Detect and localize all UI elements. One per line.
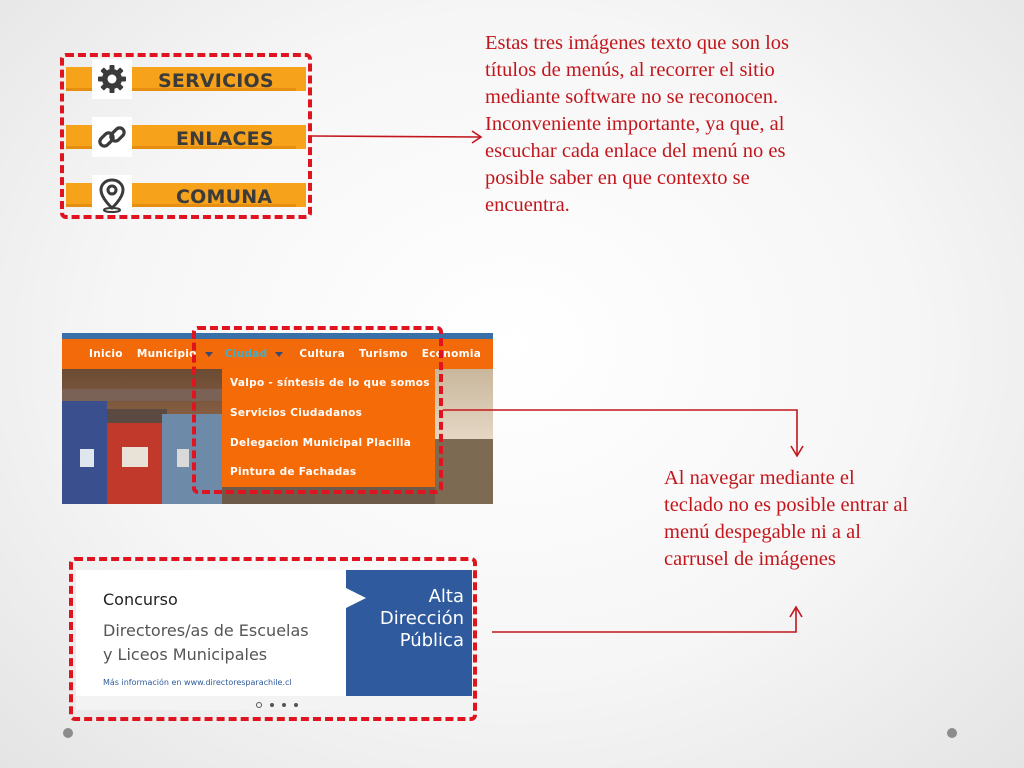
nav-item-cultura[interactable]: Cultura [299, 348, 346, 360]
dropdown-highlight [192, 326, 443, 494]
link-icon [92, 117, 132, 157]
banner-heading: Concurso [103, 590, 178, 609]
menu-image-servicios[interactable] [66, 59, 304, 99]
banner-right-2: Dirección [379, 608, 464, 629]
carousel-highlight [69, 557, 477, 721]
banner-line-1: Directores/as de Escuelas [103, 621, 309, 640]
banner-right-3: Pública [399, 630, 464, 651]
nav-item-ciudad[interactable]: Ciudad [224, 348, 268, 360]
menu-fold [296, 67, 306, 91]
dropdown-item[interactable]: Servicios Ciudadanos [230, 407, 363, 419]
dropdown-item[interactable]: Valpo - síntesis de lo que somos [230, 377, 430, 389]
location-pin-icon [92, 175, 132, 215]
slide-corner-dot [63, 728, 73, 738]
menu-fold [296, 125, 306, 149]
gear-icon [92, 59, 132, 99]
arrow-down-icon [441, 402, 807, 460]
menu-label-servicios: SERVICIOS [158, 70, 274, 92]
banner-line-2: y Liceos Municipales [103, 645, 268, 664]
slide-corner-dot [947, 728, 957, 738]
dropdown-item[interactable]: Delegacion Municipal Placilla [230, 437, 412, 449]
nav-item-inicio[interactable]: Inicio [89, 348, 123, 360]
annotation-menu-images: Estas tres imágenes texto que son los títulos de menús, al recorrer el sitio mediante software no se reconocen. Inconveniente importante, ya que, al escuchar cada enlace del menú no es posible saber en que contexto se encuentra. [485, 32, 790, 216]
dropdown-item[interactable]: Pintura de Fachadas [230, 466, 357, 478]
banner-right-1: Alta [428, 586, 464, 607]
menu-label-comuna: COMUNA [176, 186, 273, 208]
arrow-up-icon [490, 604, 806, 638]
menu-image-enlaces[interactable] [66, 117, 304, 157]
nav-item-economia[interactable]: Economia [421, 348, 482, 360]
arrow-right-icon [310, 128, 486, 146]
banner-info[interactable]: Más información en www.directoresparachile.cl [103, 678, 292, 687]
annotation-keyboard-navigation: Al navegar mediante el teclado no es posible entrar al menú despegable ni a al carrusel de imágenes [664, 467, 909, 570]
menu-image-comuna[interactable] [66, 175, 304, 215]
nav-item-turismo[interactable]: Turismo [359, 348, 408, 360]
menu-fold [296, 183, 306, 207]
nav-item-municipio[interactable]: Municipio [136, 348, 197, 360]
menu-label-enlaces: ENLACES [176, 128, 274, 150]
